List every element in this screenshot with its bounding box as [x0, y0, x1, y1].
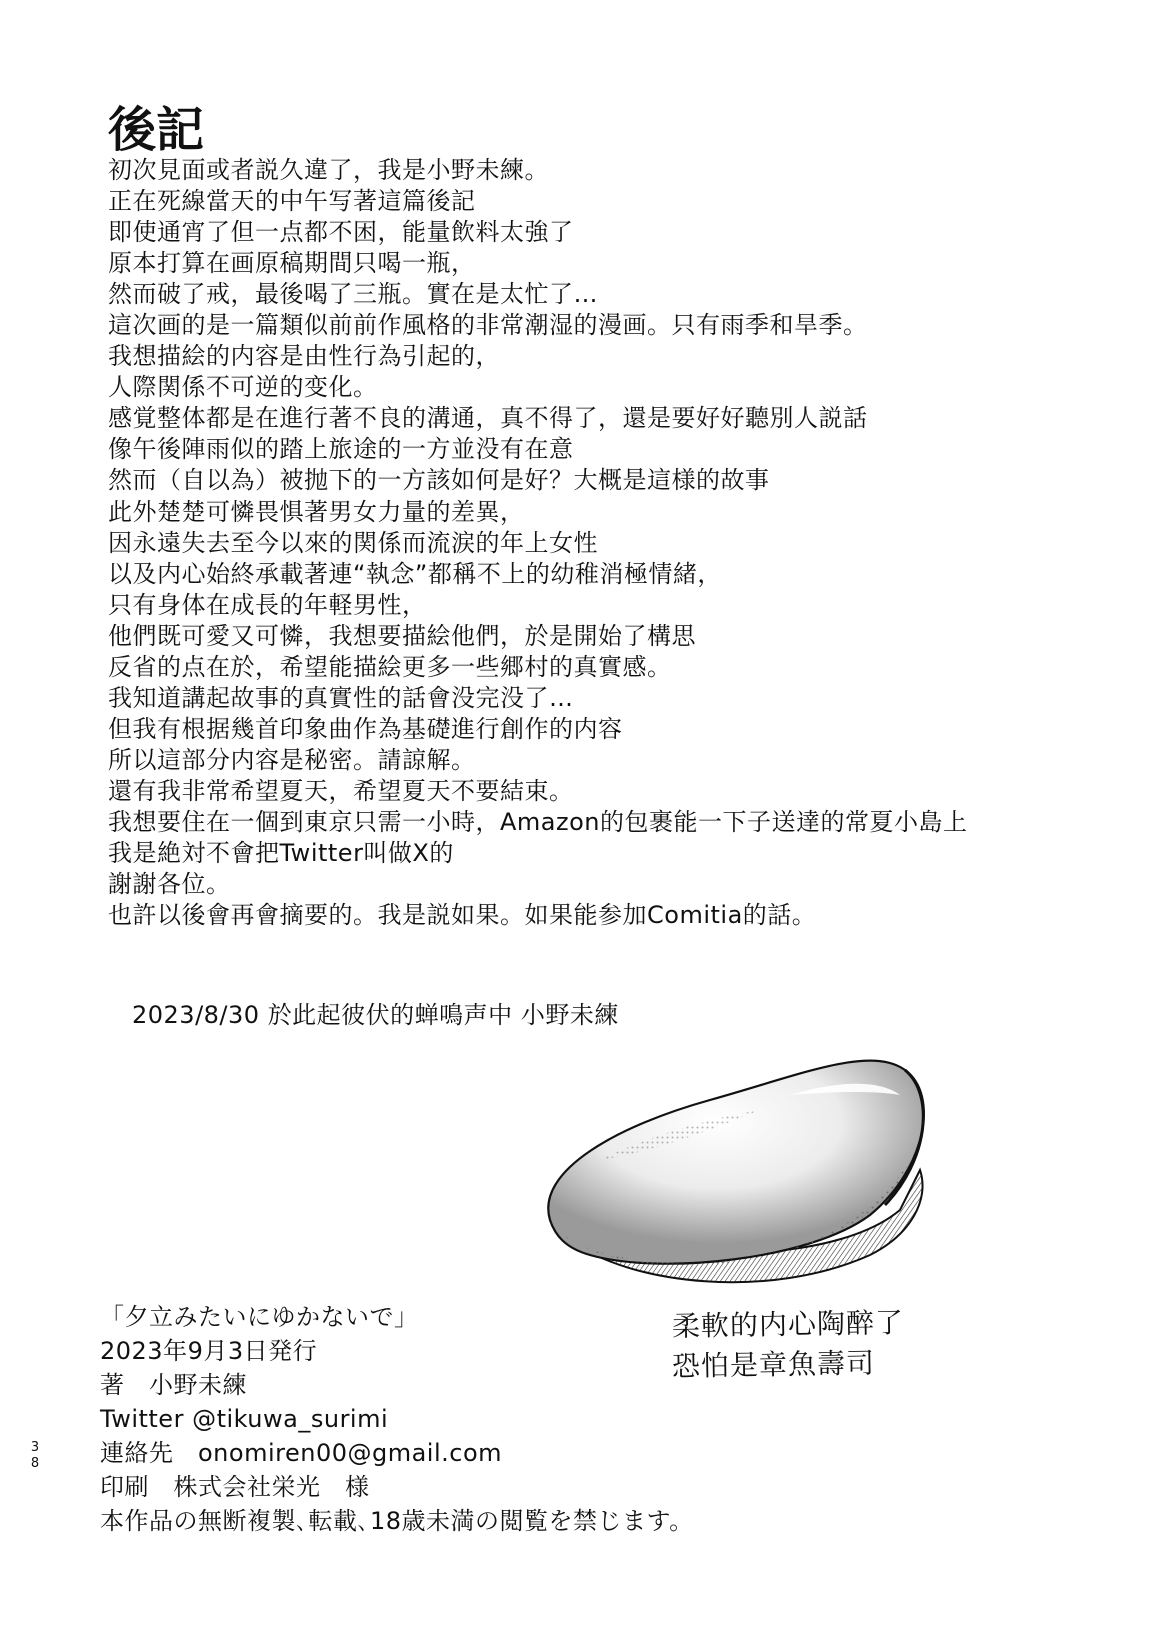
afterword-line: 即使通宵了但一点都不困，能量飲料太強了	[108, 218, 574, 247]
colophon-book-title: 「夕立みたいにゆかないで」	[100, 1303, 419, 1331]
colophon-author: 著 小野未練	[100, 1371, 247, 1399]
colophon	[100, 1300, 694, 1538]
afterword-line: 原本打算在画原稿期間只喝一瓶，	[108, 249, 476, 278]
colophon-contact: 連絡先 onomiren00@gmail.com	[100, 1439, 503, 1467]
afterword-line: 感覚整体都是在進行著不良的溝通，真不得了，還是要好好聽別人説話	[108, 404, 868, 433]
afterword-signature: 2023/8/30 於此起彼伏的蝉鳴声中 小野未練	[132, 1001, 619, 1029]
afterword-line: 我是絶対不會把Twitter叫做X的	[108, 839, 454, 868]
afterword-line: 還有我非常希望夏天，希望夏天不要結束。	[108, 776, 574, 805]
page-title: 後記	[108, 102, 205, 158]
colophon-printer: 印刷 株式会社栄光 様	[100, 1473, 370, 1501]
afterword-line: 也許以後會再會摘要的。我是説如果。如果能参加Comitia的話。	[108, 901, 817, 930]
afterword-line: 正在死線當天的中午写著這篇後記	[108, 187, 476, 216]
afterword-line: 他們既可愛又可憐，我想要描絵他們，於是開始了構思	[108, 621, 696, 650]
afterword-line: 我知道講起故事的真實性的話會没完没了…	[108, 683, 574, 712]
afterword-line: 所以這部分内容是秘密。請諒解。	[108, 745, 476, 774]
afterword-line: 因永遠失去至今以來的関係而流涙的年上女性	[108, 528, 598, 557]
colophon-publish-date: 2023年9月3日発行	[100, 1337, 318, 1365]
sushi-caption	[672, 1305, 904, 1385]
afterword-line: 這次画的是一篇類似前前作風格的非常潮湿的漫画。只有雨季和旱季。	[108, 311, 868, 340]
afterword-line: 像午後陣雨似的踏上旅途的一方並没有在意	[108, 435, 574, 464]
afterword-line: 然而（自以為）被抛下的一方該如何是好？大概是這様的故事	[108, 466, 770, 495]
afterword-line: 此外楚楚可憐畏惧著男女力量的差異，	[108, 497, 525, 526]
afterword-line: 但我有根据幾首印象曲作為基礎進行創作的内容	[108, 714, 623, 743]
caption-line: 恐怕是章魚壽司	[671, 1346, 876, 1384]
afterword-line: 謝謝各位。	[108, 870, 231, 899]
afterword-line: 我想要住在一個到東京只需一小時，Amazon的包裹能一下子送達的常夏小島上	[108, 807, 968, 836]
octopus-sushi-illustration	[540, 1050, 960, 1310]
afterword-text	[108, 155, 1118, 931]
afterword-line: 人際関係不可逆的变化。	[108, 373, 378, 402]
afterword-line: 初次見面或者説久違了，我是小野未練。	[108, 156, 549, 184]
afterword-line: 以及内心始終承載著連“執念”都稱不上的幼稚消極情緒，	[108, 559, 722, 588]
colophon-twitter: Twitter @tikuwa_surimi	[100, 1405, 389, 1433]
afterword-line: 只有身体在成長的年軽男性，	[108, 590, 427, 619]
colophon-copyright-notice: 本作品の無断複製､転載､18歳未満の閲覧を禁じます。	[100, 1507, 694, 1535]
page-number: 38	[30, 1440, 40, 1471]
afterword-line: 反省的点在於，希望能描絵更多一些郷村的真實感。	[108, 652, 672, 681]
afterword-line: 我想描絵的内容是由性行為引起的，	[108, 342, 500, 371]
caption-line: 柔軟的内心陶醉了	[671, 1305, 905, 1344]
afterword-line: 然而破了戒，最後喝了三瓶。實在是太忙了…	[108, 280, 598, 309]
